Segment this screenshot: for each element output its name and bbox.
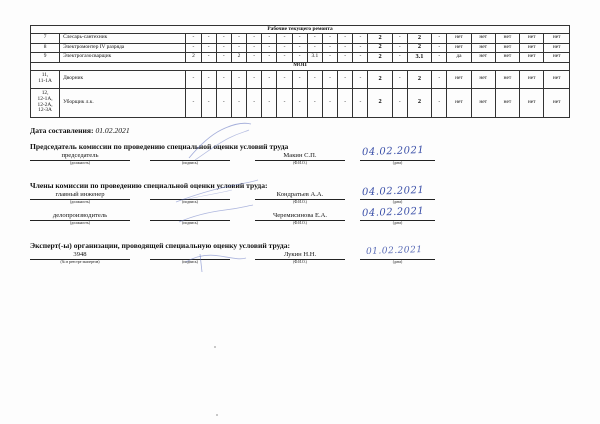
table-cell: - <box>231 70 246 88</box>
date-compiled-label: Дата составления: <box>30 126 94 135</box>
member-1-caption-position: (должность) <box>70 200 90 204</box>
table-cell: 3.1 <box>307 53 322 63</box>
table-cell: нет <box>447 43 471 53</box>
table-cell: - <box>432 88 447 117</box>
table-cell: - <box>338 88 353 117</box>
table-cell: - <box>277 43 292 53</box>
table-cell: - <box>216 43 231 53</box>
table-cell: - <box>277 88 292 117</box>
expert-date-handwritten: 01.02.2021 <box>365 245 423 257</box>
table-row <box>31 53 570 63</box>
table-cell: - <box>338 53 353 63</box>
table-cell: - <box>216 88 231 117</box>
member-1-caption-name: (Ф.И.О.) <box>293 200 307 204</box>
scan-speck <box>216 414 218 416</box>
table-cell: - <box>231 43 246 53</box>
table-cell: нет <box>447 34 471 44</box>
table-cell: - <box>322 88 337 117</box>
table-cell: нет <box>544 70 570 88</box>
table-cell: нет <box>544 88 570 117</box>
member-2-date-handwritten: 04.02.2021 <box>361 205 425 220</box>
table-cell: - <box>216 34 231 44</box>
row-position-name: Дворник <box>60 70 186 88</box>
table-cell: 2 <box>407 43 431 53</box>
expert-signature-image <box>180 240 250 274</box>
table-cell: да <box>447 53 471 63</box>
table-cell: 2 <box>407 70 431 88</box>
chair-date-handwritten: 04.02.2021 <box>361 144 425 159</box>
table-cell: - <box>247 70 262 88</box>
table-cell: 2 <box>368 34 392 44</box>
table-cell: - <box>262 88 277 117</box>
table-cell: - <box>292 34 307 44</box>
chair-caption-signature: (подпись) <box>182 161 198 165</box>
chair-caption-name: (Ф.И.О.) <box>293 161 307 165</box>
table-cell: - <box>338 70 353 88</box>
table-cell: - <box>322 70 337 88</box>
row-number: 9 <box>31 53 60 63</box>
table-cell: - <box>201 88 216 117</box>
table-cell: - <box>322 53 337 63</box>
table-cell: - <box>322 34 337 44</box>
expert-caption-date: (дата) <box>392 260 403 264</box>
table-cell: - <box>186 88 201 117</box>
table-cell: 2 <box>368 53 392 63</box>
row-position-name: Уборщик л.к. <box>60 88 186 117</box>
date-compiled <box>30 126 130 135</box>
table-cell: нет <box>520 34 544 44</box>
table-cell: нет <box>544 53 570 63</box>
scan-speck <box>214 346 216 348</box>
table-cell: - <box>262 53 277 63</box>
table-cell: нет <box>471 43 495 53</box>
table-cell: нет <box>495 34 519 44</box>
expert-reg-no: 3948 <box>73 251 87 258</box>
member-2-name: Черемисинова Е.А. <box>272 212 328 219</box>
table-cell: - <box>307 43 322 53</box>
table-cell: нет <box>495 43 519 53</box>
table-cell: нет <box>520 53 544 63</box>
table-cell: - <box>307 88 322 117</box>
table-cell: - <box>353 88 368 117</box>
chair-position: председатель <box>61 152 99 159</box>
row-position-name: Электрогазосварщик <box>60 53 186 63</box>
table-cell: - <box>292 43 307 53</box>
table-cell: - <box>292 53 307 63</box>
table-cell: 2 <box>407 88 431 117</box>
chair-caption-date: (дата) <box>392 161 403 165</box>
table-cell: нет <box>544 43 570 53</box>
table-cell: нет <box>447 70 471 88</box>
table-cell: - <box>432 34 447 44</box>
table-cell: нет <box>471 70 495 88</box>
table-cell: - <box>432 53 447 63</box>
table-cell: - <box>392 34 407 44</box>
row-number: 12, 12-1А, 12-2А, 12-3А <box>31 88 60 117</box>
members-heading: Члены комиссии по проведению специальной оценки условий труда: <box>30 181 268 190</box>
table-cell: - <box>292 70 307 88</box>
expert-caption-reg: (№ в реестре экспертов) <box>60 260 100 264</box>
row-number: 8 <box>31 43 60 53</box>
table-cell: - <box>353 43 368 53</box>
table-cell: - <box>216 53 231 63</box>
expert-caption-name: (Ф.И.О.) <box>293 260 307 264</box>
member-2-caption-signature: (подпись) <box>182 221 198 225</box>
section-title: МОП <box>31 62 570 70</box>
section-title: Рабочие текущего ремонта <box>31 26 570 34</box>
table-cell: - <box>247 43 262 53</box>
table-cell: - <box>432 43 447 53</box>
table-cell: 3.1 <box>407 53 431 63</box>
chair-heading: Председатель комиссии по проведению специальной оценки условий труда <box>30 142 289 151</box>
table-cell: 2 <box>368 70 392 88</box>
chair-name: Макин С.П. <box>283 152 317 159</box>
member-2-caption-date: (дата) <box>392 221 403 225</box>
sout-results-table <box>30 25 570 118</box>
table-cell: нет <box>520 43 544 53</box>
table-cell: - <box>186 43 201 53</box>
row-position-name: Слесарь-сантехник <box>60 34 186 44</box>
table-cell: нет <box>447 88 471 117</box>
table-cell: 2 <box>368 43 392 53</box>
table-cell: - <box>307 70 322 88</box>
table-cell: - <box>231 88 246 117</box>
table-cell: - <box>338 34 353 44</box>
member-2-caption-position: (должность) <box>70 221 90 225</box>
member-1-name: Кондратьев А.А. <box>276 191 324 198</box>
table-cell: нет <box>471 88 495 117</box>
table-cell: нет <box>495 88 519 117</box>
table-cell: - <box>277 34 292 44</box>
table-cell: 2 <box>231 53 246 63</box>
expert-name: Лукин Н.Н. <box>283 251 317 258</box>
table-cell: нет <box>471 34 495 44</box>
table-cell: - <box>353 34 368 44</box>
row-number: 11, 11-1А <box>31 70 60 88</box>
table-cell: - <box>392 53 407 63</box>
table-cell: - <box>186 34 201 44</box>
table-cell: - <box>262 70 277 88</box>
expert-heading: Эксперт(-ы) организации, проводящей специальную оценку условий труда: <box>30 241 291 250</box>
section-header-row <box>31 26 570 34</box>
table-cell: - <box>247 34 262 44</box>
date-compiled-value: 01.02.2021 <box>95 126 130 135</box>
table-cell: - <box>262 34 277 44</box>
table-cell: - <box>353 53 368 63</box>
member-1-date-handwritten: 04.02.2021 <box>361 184 425 199</box>
table-cell: нет <box>520 88 544 117</box>
table-cell: нет <box>471 53 495 63</box>
member-2-position: делопроизводитель <box>52 212 108 219</box>
table-cell: - <box>231 34 246 44</box>
table-row <box>31 43 570 53</box>
table-cell: - <box>322 43 337 53</box>
table-cell: - <box>247 88 262 117</box>
table-cell: - <box>201 70 216 88</box>
table-cell: - <box>307 34 322 44</box>
table-cell: - <box>201 53 216 63</box>
table-cell: нет <box>495 70 519 88</box>
table-row <box>31 34 570 44</box>
table-cell: нет <box>495 53 519 63</box>
table-cell: - <box>338 43 353 53</box>
table-cell: - <box>201 43 216 53</box>
table-cell: - <box>353 70 368 88</box>
member-2-signature-image <box>175 200 255 226</box>
chair-caption-position: (должность) <box>70 161 90 165</box>
table-cell: 2 <box>186 53 201 63</box>
expert-caption-signature: (подпись) <box>182 260 198 264</box>
table-cell: - <box>247 53 262 63</box>
table-cell: - <box>262 43 277 53</box>
table-cell: - <box>277 53 292 63</box>
member-2-caption-name: (Ф.И.О.) <box>293 221 307 225</box>
table-cell: нет <box>544 34 570 44</box>
row-number: 7 <box>31 34 60 44</box>
section-header-row <box>31 62 570 70</box>
table-cell: - <box>392 70 407 88</box>
table-cell: 2 <box>407 34 431 44</box>
table-cell: - <box>392 43 407 53</box>
member-1-caption-signature: (подпись) <box>182 200 198 204</box>
table-cell: - <box>216 70 231 88</box>
table-cell: нет <box>520 70 544 88</box>
table-row <box>31 70 570 88</box>
row-position-name: Электромонтер IV разряда <box>60 43 186 53</box>
member-1-caption-date: (дата) <box>392 200 403 204</box>
table-cell: 2 <box>368 88 392 117</box>
table-cell: - <box>186 70 201 88</box>
chair-signature-image <box>185 118 255 166</box>
table-cell: - <box>201 34 216 44</box>
table-row <box>31 88 570 117</box>
table-cell: - <box>277 70 292 88</box>
member-1-position: главный инженер <box>55 191 105 198</box>
table-cell: - <box>392 88 407 117</box>
table-cell: - <box>292 88 307 117</box>
table-cell: - <box>432 70 447 88</box>
